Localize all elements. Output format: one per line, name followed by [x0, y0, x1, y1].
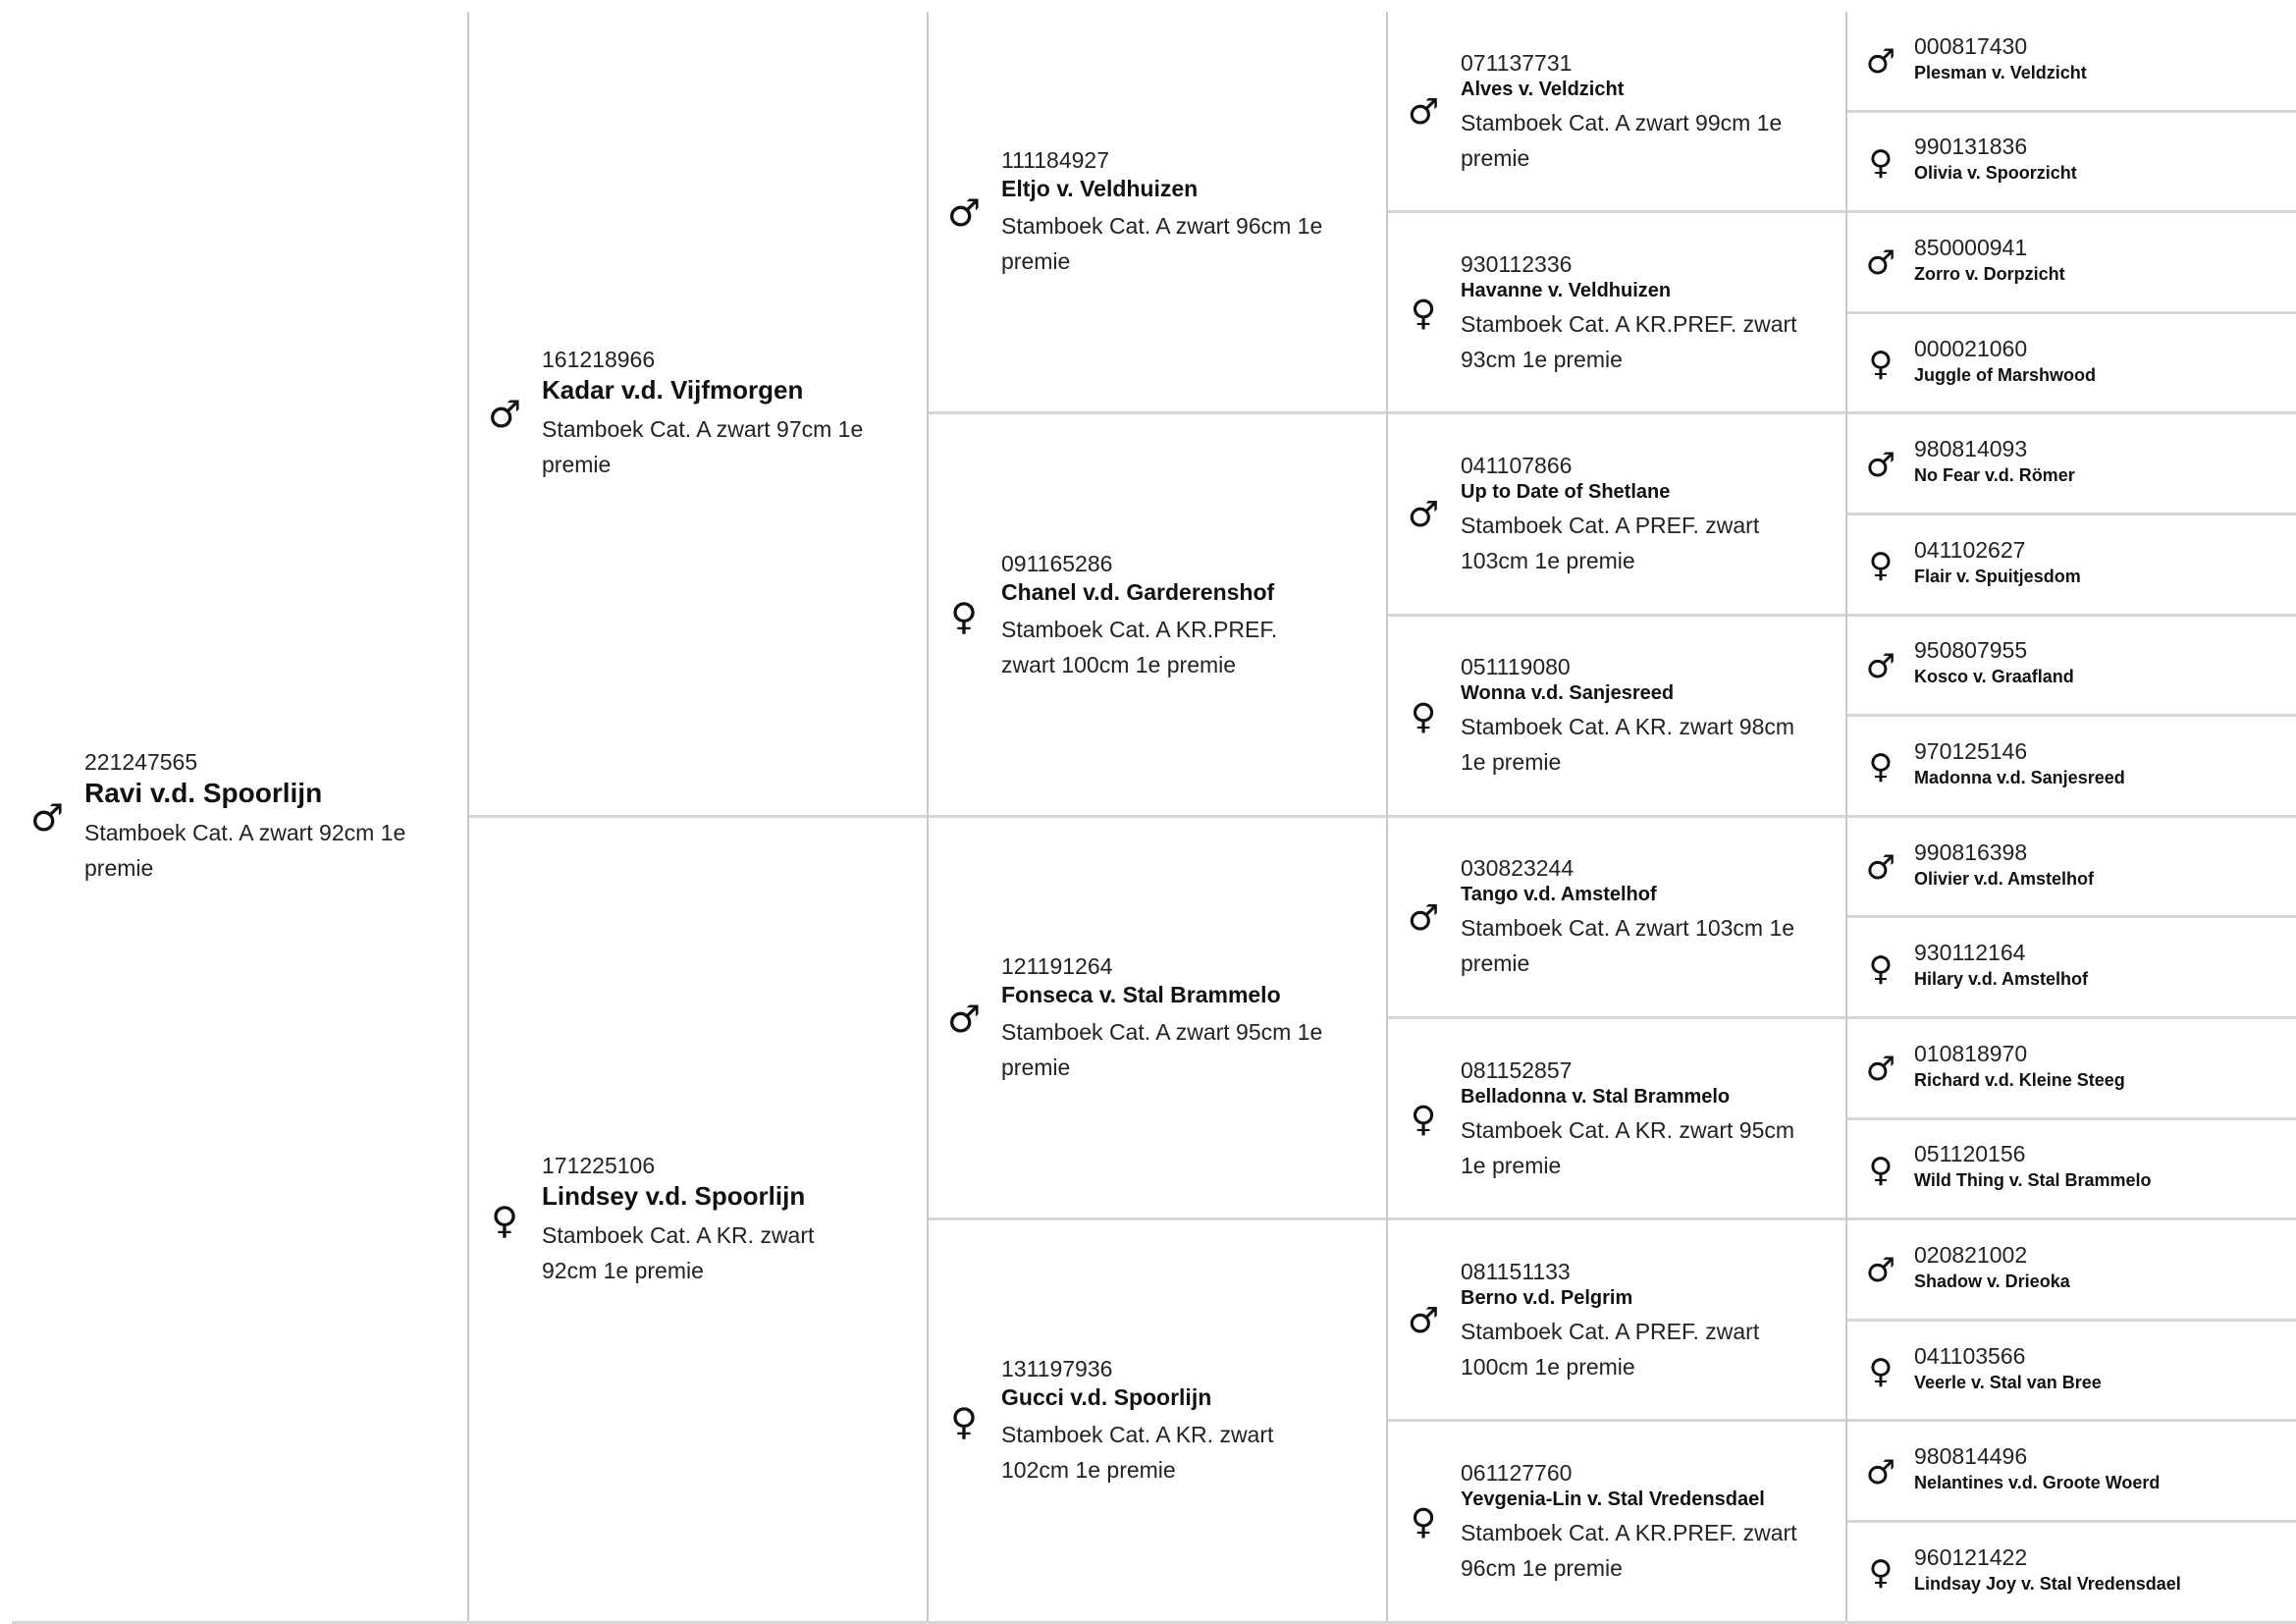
- pedigree-gen5-entry[interactable]: [1847, 213, 2296, 314]
- horse-description: Stamboek Cat. A zwart 99cm 1e premie: [1461, 109, 1783, 171]
- horse-name: Lindsay Joy v. Stal Vredensdael: [1914, 1573, 2181, 1594]
- male-symbol-icon: ♂: [1865, 646, 1896, 686]
- registration-number: 171225106: [542, 1153, 656, 1179]
- horse-name: Hilary v.d. Amstelhof: [1914, 969, 2089, 990]
- registration-number: 030823244: [1461, 855, 1575, 882]
- registration-number: 081152857: [1461, 1056, 1573, 1083]
- pedigree-gen4-entry[interactable]: [1388, 818, 1845, 1019]
- pedigree-gen4-entry[interactable]: [1388, 12, 1845, 213]
- horse-description: Stamboek Cat. A KR. zwart 102cm 1e premie: [1001, 1422, 1274, 1484]
- horse-name: Olivia v. Spoorzicht: [1914, 163, 2077, 184]
- male-symbol-icon: ♂: [487, 393, 522, 437]
- horse-description: Stamboek Cat. A KR. zwart 95cm 1e premie: [1461, 1116, 1795, 1178]
- pedigree-gen3-entry[interactable]: [929, 414, 1386, 817]
- pedigree-gen5-entry[interactable]: [1847, 617, 2296, 718]
- registration-number: 051120156: [1914, 1141, 2026, 1167]
- male-symbol-icon: ♂: [1865, 1251, 1896, 1291]
- horse-description: Stamboek Cat. A KR.PREF. zwart 96cm 1e premie: [1461, 1519, 1797, 1581]
- horse-description: Stamboek Cat. A zwart 96cm 1e premie: [1001, 213, 1323, 275]
- registration-number: 061127760: [1461, 1459, 1573, 1486]
- pedigree-gen5-entry[interactable]: [1847, 1322, 2296, 1423]
- registration-number: 051119080: [1461, 654, 1571, 680]
- registration-number: 000021060: [1914, 335, 2028, 361]
- horse-name: Veerle v. Stal van Bree: [1914, 1372, 2102, 1392]
- horse-name: Wonna v.d. Sanjesreed: [1461, 682, 1675, 705]
- horse-description: Stamboek Cat. A zwart 97cm 1e premie: [542, 416, 864, 478]
- registration-number: 071137731: [1461, 49, 1573, 76]
- horse-name: Zorro v. Dorpzicht: [1914, 263, 2065, 284]
- female-symbol-icon: ♀: [1868, 747, 1894, 787]
- female-symbol-icon: ♀: [950, 1400, 978, 1444]
- pedigree-gen5-entry[interactable]: [1847, 1019, 2296, 1120]
- male-symbol-icon: ♂: [1407, 897, 1440, 939]
- male-symbol-icon: ♂: [946, 997, 982, 1041]
- horse-name: Juggle of Marshwood: [1914, 364, 2097, 385]
- horse-name: Madonna v.d. Sanjesreed: [1914, 767, 2125, 787]
- registration-number: 111184927: [1001, 147, 1110, 174]
- horse-description: Stamboek Cat. A zwart 92cm 1e premie: [84, 820, 406, 882]
- female-symbol-icon: ♀: [950, 594, 978, 638]
- horse-name: Wild Thing v. Stal Brammelo: [1914, 1170, 2152, 1191]
- registration-number: 041107866: [1461, 452, 1573, 478]
- pedigree-gen5-entry[interactable]: [1847, 314, 2296, 415]
- pedigree-dam[interactable]: [469, 818, 927, 1624]
- registration-number: 850000941: [1914, 234, 2028, 260]
- pedigree-sire[interactable]: [469, 12, 927, 818]
- male-symbol-icon: ♂: [1407, 1301, 1440, 1342]
- female-symbol-icon: ♀: [1868, 1553, 1894, 1594]
- horse-description: Stamboek Cat. A KR.PREF. zwart 100cm 1e premie: [1001, 616, 1278, 677]
- horse-name: Havanne v. Veldhuizen: [1461, 279, 1672, 301]
- registration-number: 041102627: [1914, 536, 2026, 563]
- pedigree-gen5-entry[interactable]: [1847, 717, 2296, 818]
- pedigree-gen3-entry[interactable]: [929, 1220, 1386, 1623]
- pedigree-gen4-entry[interactable]: [1388, 1019, 1845, 1220]
- horse-name: Up to Date of Shetlane: [1461, 480, 1671, 503]
- horse-name: Gucci v.d. Spoorlijn: [1001, 1384, 1212, 1411]
- horse-name: No Fear v.d. Römer: [1914, 465, 2075, 486]
- registration-number: 221247565: [84, 749, 198, 776]
- male-symbol-icon: ♂: [1865, 244, 1896, 284]
- horse-description: Stamboek Cat. A PREF. zwart 100cm 1e premie: [1461, 1318, 1760, 1380]
- horse-name: Olivier v.d. Amstelhof: [1914, 868, 2095, 889]
- horse-description: Stamboek Cat. A KR.PREF. zwart 93cm 1e premie: [1461, 310, 1797, 372]
- registration-number: 010818970: [1914, 1040, 2028, 1066]
- registration-number: 131197936: [1001, 1356, 1113, 1382]
- horse-description: Stamboek Cat. A KR. zwart 98cm 1e premie: [1461, 714, 1795, 776]
- horse-name: Kadar v.d. Vijfmorgen: [542, 375, 804, 406]
- female-symbol-icon: ♀: [1410, 696, 1437, 737]
- registration-number: 990131836: [1914, 134, 2028, 160]
- horse-name: Fonseca v. Stal Brammelo: [1001, 981, 1281, 1007]
- pedigree-gen5-entry[interactable]: [1847, 1220, 2296, 1322]
- female-symbol-icon: ♀: [1868, 142, 1894, 183]
- pedigree-gen5-entry[interactable]: [1847, 1422, 2296, 1523]
- pedigree-subject[interactable]: [12, 12, 467, 1624]
- female-symbol-icon: ♀: [1868, 345, 1894, 385]
- registration-number: 081151133: [1461, 1258, 1571, 1284]
- pedigree-chart: [12, 12, 2295, 1623]
- pedigree-gen5-entry[interactable]: [1847, 818, 2296, 919]
- pedigree-gen5-entry[interactable]: [1847, 1120, 2296, 1221]
- male-symbol-icon: ♂: [1865, 1050, 1896, 1090]
- horse-description: Stamboek Cat. A KR. zwart 92cm 1e premie: [542, 1222, 815, 1284]
- male-symbol-icon: ♂: [1865, 1452, 1896, 1492]
- horse-name: Eltjo v. Veldhuizen: [1001, 176, 1199, 202]
- horse-description: Stamboek Cat. A PREF. zwart 103cm 1e premie: [1461, 512, 1760, 573]
- registration-number: 930112336: [1461, 250, 1573, 277]
- pedigree-gen5-entry[interactable]: [1847, 113, 2296, 214]
- horse-description: Stamboek Cat. A zwart 103cm 1e premie: [1461, 915, 1795, 977]
- horse-description: Stamboek Cat. A zwart 95cm 1e premie: [1001, 1018, 1323, 1080]
- male-symbol-icon: ♂: [946, 191, 982, 236]
- female-symbol-icon: ♀: [1410, 1100, 1437, 1141]
- registration-number: 980814496: [1914, 1443, 2028, 1470]
- female-symbol-icon: ♀: [1868, 1150, 1894, 1190]
- horse-name: Kosco v. Graafland: [1914, 667, 2074, 687]
- registration-number: 091165286: [1001, 550, 1113, 576]
- pedigree-gen4-entry[interactable]: [1388, 1220, 1845, 1422]
- pedigree-gen4-entry[interactable]: [1388, 1422, 1845, 1623]
- horse-name: Shadow v. Drieoka: [1914, 1271, 2070, 1291]
- horse-name: Ravi v.d. Spoorlijn: [84, 778, 323, 809]
- registration-number: 970125146: [1914, 737, 2028, 764]
- registration-number: 980814093: [1914, 436, 2028, 462]
- horse-name: Alves v. Veldzicht: [1461, 78, 1625, 100]
- male-symbol-icon: ♂: [29, 795, 65, 839]
- horse-name: Chanel v.d. Garderenshof: [1001, 578, 1275, 605]
- male-symbol-icon: ♂: [1865, 848, 1896, 889]
- pedigree-gen5-entry[interactable]: [1847, 1523, 2296, 1624]
- female-symbol-icon: ♀: [1410, 294, 1437, 335]
- pedigree-gen5-entry[interactable]: [1847, 515, 2296, 617]
- registration-number: 121191264: [1001, 952, 1113, 979]
- registration-number: 161218966: [542, 347, 656, 373]
- horse-name: Lindsey v.d. Spoorlijn: [542, 1181, 806, 1212]
- pedigree-gen5-entry[interactable]: [1847, 414, 2296, 515]
- horse-name: Belladonna v. Stal Brammelo: [1461, 1085, 1731, 1108]
- horse-name: Richard v.d. Kleine Steeg: [1914, 1069, 2125, 1090]
- horse-name: Berno v.d. Pelgrim: [1461, 1286, 1633, 1309]
- female-symbol-icon: ♀: [1868, 948, 1894, 989]
- registration-number: 960121422: [1914, 1543, 2028, 1570]
- registration-number: 930112164: [1914, 940, 2026, 966]
- registration-number: 000817430: [1914, 32, 2028, 59]
- pedigree-gen5-entry[interactable]: [1847, 12, 2296, 113]
- female-symbol-icon: ♀: [1410, 1502, 1437, 1543]
- male-symbol-icon: ♂: [1407, 92, 1440, 134]
- male-symbol-icon: ♂: [1865, 42, 1896, 82]
- registration-number: 020821002: [1914, 1241, 2028, 1268]
- male-symbol-icon: ♂: [1407, 495, 1440, 536]
- pedigree-gen4-entry[interactable]: [1388, 617, 1845, 818]
- registration-number: 990816398: [1914, 839, 2028, 865]
- male-symbol-icon: ♂: [1865, 445, 1896, 485]
- registration-number: 041103566: [1914, 1342, 2026, 1369]
- female-symbol-icon: ♀: [491, 1199, 518, 1243]
- horse-name: Tango v.d. Amstelhof: [1461, 884, 1657, 906]
- pedigree-gen4-entry[interactable]: [1388, 414, 1845, 616]
- registration-number: 950807955: [1914, 637, 2028, 664]
- pedigree-gen3-entry[interactable]: [929, 818, 1386, 1220]
- horse-name: Yevgenia-Lin v. Stal Vredensdael: [1461, 1488, 1765, 1510]
- horse-name: Plesman v. Veldzicht: [1914, 62, 2087, 82]
- horse-name: Nelantines v.d. Groote Woerd: [1914, 1473, 2161, 1493]
- horse-name: Flair v. Spuitjesdom: [1914, 566, 2081, 586]
- pedigree-gen4-entry[interactable]: [1388, 213, 1845, 414]
- female-symbol-icon: ♀: [1868, 1352, 1894, 1392]
- pedigree-gen5-entry[interactable]: [1847, 918, 2296, 1019]
- pedigree-gen3-entry[interactable]: [929, 12, 1386, 414]
- female-symbol-icon: ♀: [1868, 546, 1894, 586]
